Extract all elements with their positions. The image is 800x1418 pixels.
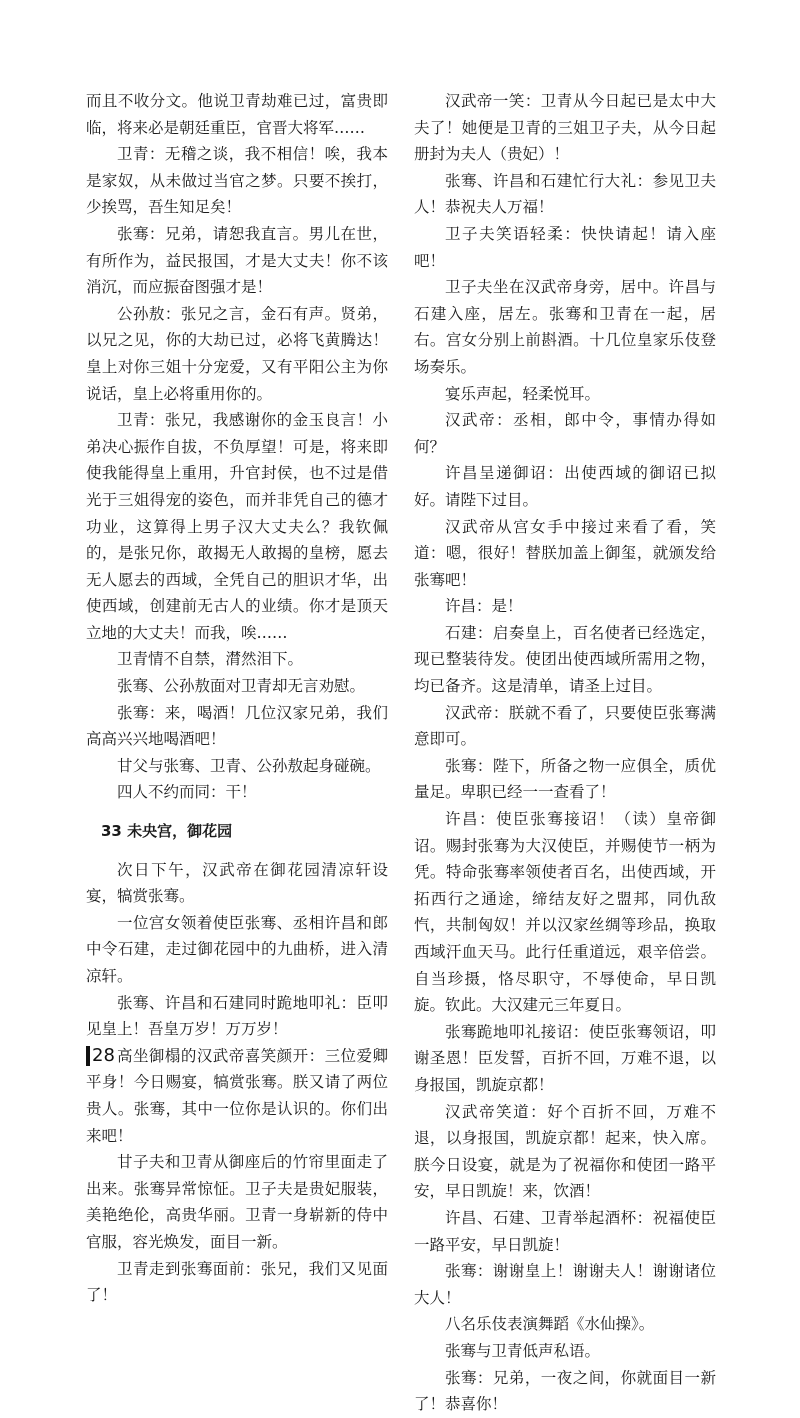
paragraph: 卫子夫笑语轻柔：快快请起！请入座吧！: [414, 224, 716, 270]
paragraph: 高坐御榻的汉武帝喜笑颜开：三位爱卿平身！今日赐宴，犒赏张骞。朕又请了两位贵人。张骞，其中一位你是认识的。你们出来吧！: [86, 1046, 388, 1145]
paragraph: 许昌：使臣张骞接诏！（读）皇帝御诏。赐封张骞为大汉使臣，并赐使节一柄为凭。特命张骞率领使者百名，出使西域，开拓西行之通途，缔结友好之盟邦，同仇敌忾，共制匈奴！并以汉家丝绸等珍品，换取西域汗血天马。此行任重道远，艰辛倍尝。自当珍摄，恪尽职守，不辱使命，早日凯旋。钦此。大汉建元三年夏日。: [414, 810, 716, 1015]
paragraph: 张骞跪地叩礼接诏：使臣张骞领诏，叩谢圣恩！臣发誓，百折不回，万难不退，以身报国，凯旋京都！: [414, 1022, 716, 1094]
paragraph: 张骞：来，喝酒！几位汉家兄弟，我们高高兴兴地喝酒吧！: [86, 703, 388, 749]
paragraph: 汉武帝笑道：好个百折不回，万难不退，以身报国，凯旋京都！起来，快入席。朕今日设宴，就是为了祝福你和使团一路平安，早日凯旋！来，饮酒！: [414, 1102, 716, 1201]
paragraph: 甘父与张骞、卫青、公孙敖起身碰碗。: [117, 756, 381, 775]
paragraph: 许昌呈递御诏：出使西域的御诏已拟好。请陛下过目。: [414, 464, 716, 509]
paragraph: 张骞、公孙敖面对卫青却无言劝慰。: [117, 677, 366, 696]
page-number: [86, 1045, 115, 1067]
paragraph: 次日下午，汉武帝在御花园清凉轩设宴，犒赏张骞。: [86, 860, 388, 906]
paragraph: 卫青：无稽之谈，我不相信！唉，我本是家奴，从未做过当官之梦。只要不挨打，少挨骂，吾生知足矣！: [86, 145, 388, 217]
paragraph: 许昌：是！: [445, 597, 523, 616]
paragraph: 张骞：陛下，所备之物一应俱全，质优量足。卑职已经一一查看了！: [414, 756, 716, 802]
paragraph: 张骞、许昌和石建同时跪地叩礼：臣叩见皇上！吾皇万岁！万万岁！: [86, 993, 388, 1039]
scene-heading: 33 未央宫，御花园: [101, 822, 233, 841]
paragraph: 宴乐声起，轻柔悦耳。: [445, 384, 601, 403]
paragraph: 卫子夫坐在汉武帝身旁，居中。许昌与石建入座，居左。张骞和卫青在一起，居右。宫女分别上前斟酒。十几位皇家乐伎登场奏乐。: [414, 278, 716, 376]
page-number-bar: [86, 1046, 90, 1066]
paragraph: 卫青走到张骞面前：张兄，我们又见面了！: [86, 1259, 388, 1305]
paragraph: 而且不收分文。他说卫青劫难已过，富贵即临，将来必是朝廷重臣，官晋大将军……: [86, 92, 388, 137]
paragraph: 张骞：兄弟，请恕我直言。男儿在世，有所作为，益民报国，才是大丈夫！你不该消沉，而应振奋图强才是！: [86, 224, 388, 297]
paragraph: 一位宫女领着使臣张骞、丞相许昌和郎中令石建，走过御花园中的九曲桥，进入清凉轩。: [86, 913, 388, 985]
paragraph: 甘子夫和卫青从御座后的竹帘里面走了出来。张骞异常惊怔。卫子夫是贵妃服装，美艳绝伦，高贵华丽。卫青一身崭新的侍中官服，容光焕发，面目一新。: [86, 1153, 388, 1251]
paragraph: 八名乐伎表演舞蹈《水仙操》。: [445, 1315, 655, 1334]
page-number-text: 28: [92, 1045, 115, 1066]
paragraph: 张骞、许昌和石建忙行大礼：参见卫夫人！恭祝夫人万福！: [414, 171, 716, 217]
paragraph: 石建：启奏皇上，百名使者已经选定，现已整装待发。使团出使西域所需用之物，均已备齐。这是清单，请圣上过目。: [414, 623, 716, 696]
right-column: [414, 88, 716, 1418]
paragraph: 张骞与卫青低声私语。: [445, 1341, 601, 1360]
paragraph: 许昌、石建、卫青举起酒杯：祝福使臣一路平安，早日凯旋！: [414, 1208, 716, 1254]
paragraph: 卫青：张兄，我感谢你的金玉良言！小弟决心振作自拔，不负厚望！可是，将来即使我能得皇上重用，升官封侯，也不过是借光于三姐得宠的姿色，而并非凭自己的德才功业，这算得上男子汉大丈夫么？我钦佩的，是张兄你，敢揭无人敢揭的皇榜，愿去无人愿去的西域，全凭自己的胆识才华，出使西域，创建前无古人的业绩。你才是顶天立地的大丈夫！而我，唉……: [86, 411, 388, 642]
paragraph: 张骞：兄弟，一夜之间，你就面目一新了！恭喜你！: [414, 1368, 716, 1414]
paragraph: 四人不约而同：干！: [117, 783, 257, 802]
paragraph: 公孙敖：张兄之言，金石有声。贤弟，以兄之见，你的大劫已过，必将飞黄腾达！皇上对你三姐十分宠爱，又有平阳公主为你说话，皇上必将重用你的。: [86, 304, 388, 403]
paragraph: 汉武帝：丞相，郎中令，事情办得如何？: [414, 411, 716, 456]
paragraph: 汉武帝一笑：卫青从今日起已是太中大夫了！她便是卫青的三姐卫子夫，从今日起册封为夫人（贵妃）！: [414, 92, 716, 164]
paragraph: 汉武帝从宫女手中接过来看了看，笑道：嗯，很好！替朕加盖上御玺，就颁发给张骞吧！: [414, 517, 716, 589]
paragraph: 汉武帝：朕就不看了，只要使臣张骞满意即可。: [414, 703, 716, 749]
paragraph: 张骞：谢谢皇上！谢谢夫人！谢谢诸位大人！: [414, 1262, 716, 1307]
left-column: [86, 88, 388, 1309]
paragraph: 卫青情不自禁，潸然泪下。: [117, 650, 304, 669]
